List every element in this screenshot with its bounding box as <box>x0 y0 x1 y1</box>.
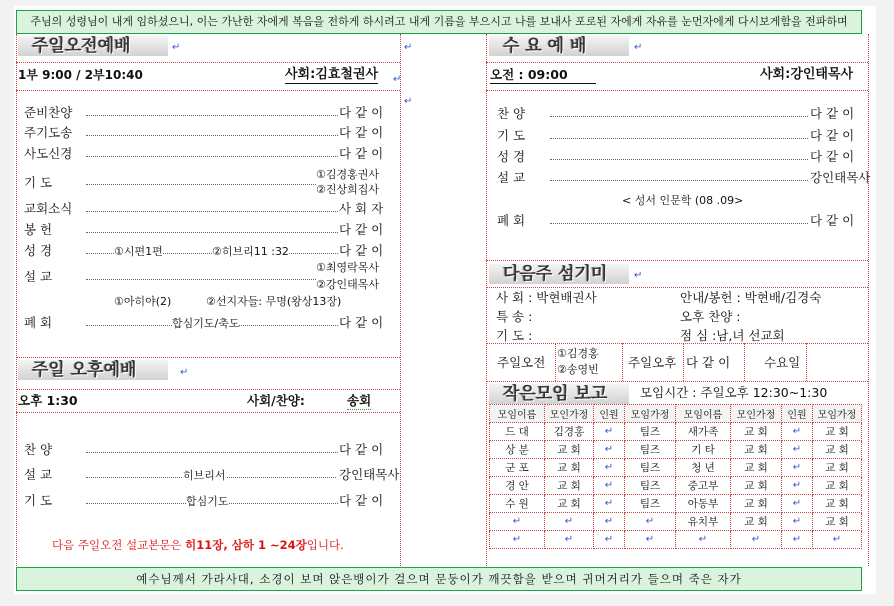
wednesday-service-title: 수 요 예 배 <box>489 36 629 56</box>
morning-time: 1부 9:00 / 2부10:40 <box>18 68 143 82</box>
next-morning-label: 주일오전 <box>497 355 546 370</box>
table-row: 드 대 김경홍 ↵ 팀즈 새가족 교 회 ↵ 교 회 <box>490 423 862 441</box>
next-prayer: 기 도 : <box>496 328 533 343</box>
afternoon-host-label: 사회/찬양: <box>247 393 305 408</box>
table-row: 수 원 교 회 ↵ 팀즈 아동부 교 회 ↵ 교 회 <box>490 495 862 513</box>
table-row: ↵ ↵ ↵ ↵ ↵ ↵ ↵ ↵ <box>490 531 862 549</box>
top-banner: 주님의 성령님이 내게 임하셨으니, 이는 가난한 자에게 복음을 전하게 하시려고 내게 기름을 부으시고 나를 보내사 포로된 자에게 자유를 눈먼자에게 다시보게함을 전파하며 <box>16 10 862 34</box>
next-special: 특 송 : <box>496 309 533 324</box>
wednesday-host: 사회:강인태목사 <box>760 67 854 82</box>
column-divider-1 <box>400 34 401 566</box>
next-host: 사 회 : 박현배권사 <box>496 290 597 305</box>
next-afternoon-praise: 오후 찬양 : <box>680 309 741 324</box>
afternoon-time: 오후 1:30 <box>18 393 78 408</box>
next-usher: 안내/봉헌 : 박현배/김경숙 <box>680 290 822 305</box>
bottom-banner: 예수님께서 가라사대, 소경이 보며 앉은뱅이가 걸으며 문둥이가 깨끗함을 받으며 귀머거리가 들으며 죽은 자가 <box>16 567 862 591</box>
wednesday-subtitle: < 성서 인문학 (08 .09> <box>622 194 744 207</box>
wednesday-time: 오전 : 09:00 <box>490 67 596 84</box>
right-border <box>868 34 869 566</box>
table-row: 상 분 교 회 ↵ 팀즈 기 타 교 회 ↵ 교 회 <box>490 441 862 459</box>
next-sermon-notice: 다음 주일오전 설교본문은 히11장, 삼하 1 ~24장입니다. <box>52 538 344 552</box>
table-row: ↵ ↵ ↵ ↵ 유치부 교 회 ↵ 교 회 <box>490 513 862 531</box>
left-border <box>16 34 17 566</box>
small-group-table: 모임이름 모인가정 인원 모임가정 모임이름 모인가정 인원 모임가정 드 대 김경홍 ↵ 팀즈 새가족 교 회 ↵ 교 회 상 분 교 회 ↵ 팀즈 기 타 교 회 ↵ 교 회 군 포 교 회 ↵ 팀즈 청 년 교 회 ↵ 교 회 경 안 교 회 ↵ 팀즈 중고부 교 회 ↵ 교 회 수 원 교 회 ↵ 팀즈 아동부 교 회 ↵ 교 회 ↵ ↵ ↵ ↵ 유치부 교 회 ↵ 교 회 ↵ ↵ ↵ ↵ ↵ ↵ ↵ ↵ <box>489 404 862 549</box>
table-row: 군 포 교 회 ↵ 팀즈 청 년 교 회 ↵ 교 회 <box>490 459 862 477</box>
next-week-title: 다음주 섬기미 <box>489 264 629 284</box>
next-wed-label: 수요일 <box>764 355 801 370</box>
morning-host: 사회:김효철권사 <box>285 67 379 82</box>
meeting-time: 모임시간 : 주일오후 12:30~1:30 <box>640 385 828 400</box>
column-divider-2 <box>486 34 487 566</box>
small-group-title: 작은모임 보고 <box>489 384 629 404</box>
order-label: 준비찬양 <box>24 105 73 120</box>
afternoon-service-title: 주일 오후예배 <box>18 360 168 380</box>
afternoon-host-name: 송회 <box>347 393 372 408</box>
next-afternoon-label: 주일오후 <box>628 355 677 370</box>
morning-service-title: 주일오전예배 <box>18 36 168 56</box>
next-lunch: 점 심 :남,녀 선교회 <box>680 328 785 343</box>
table-row: 경 안 교 회 ↵ 팀즈 중고부 교 회 ↵ 교 회 <box>490 477 862 495</box>
